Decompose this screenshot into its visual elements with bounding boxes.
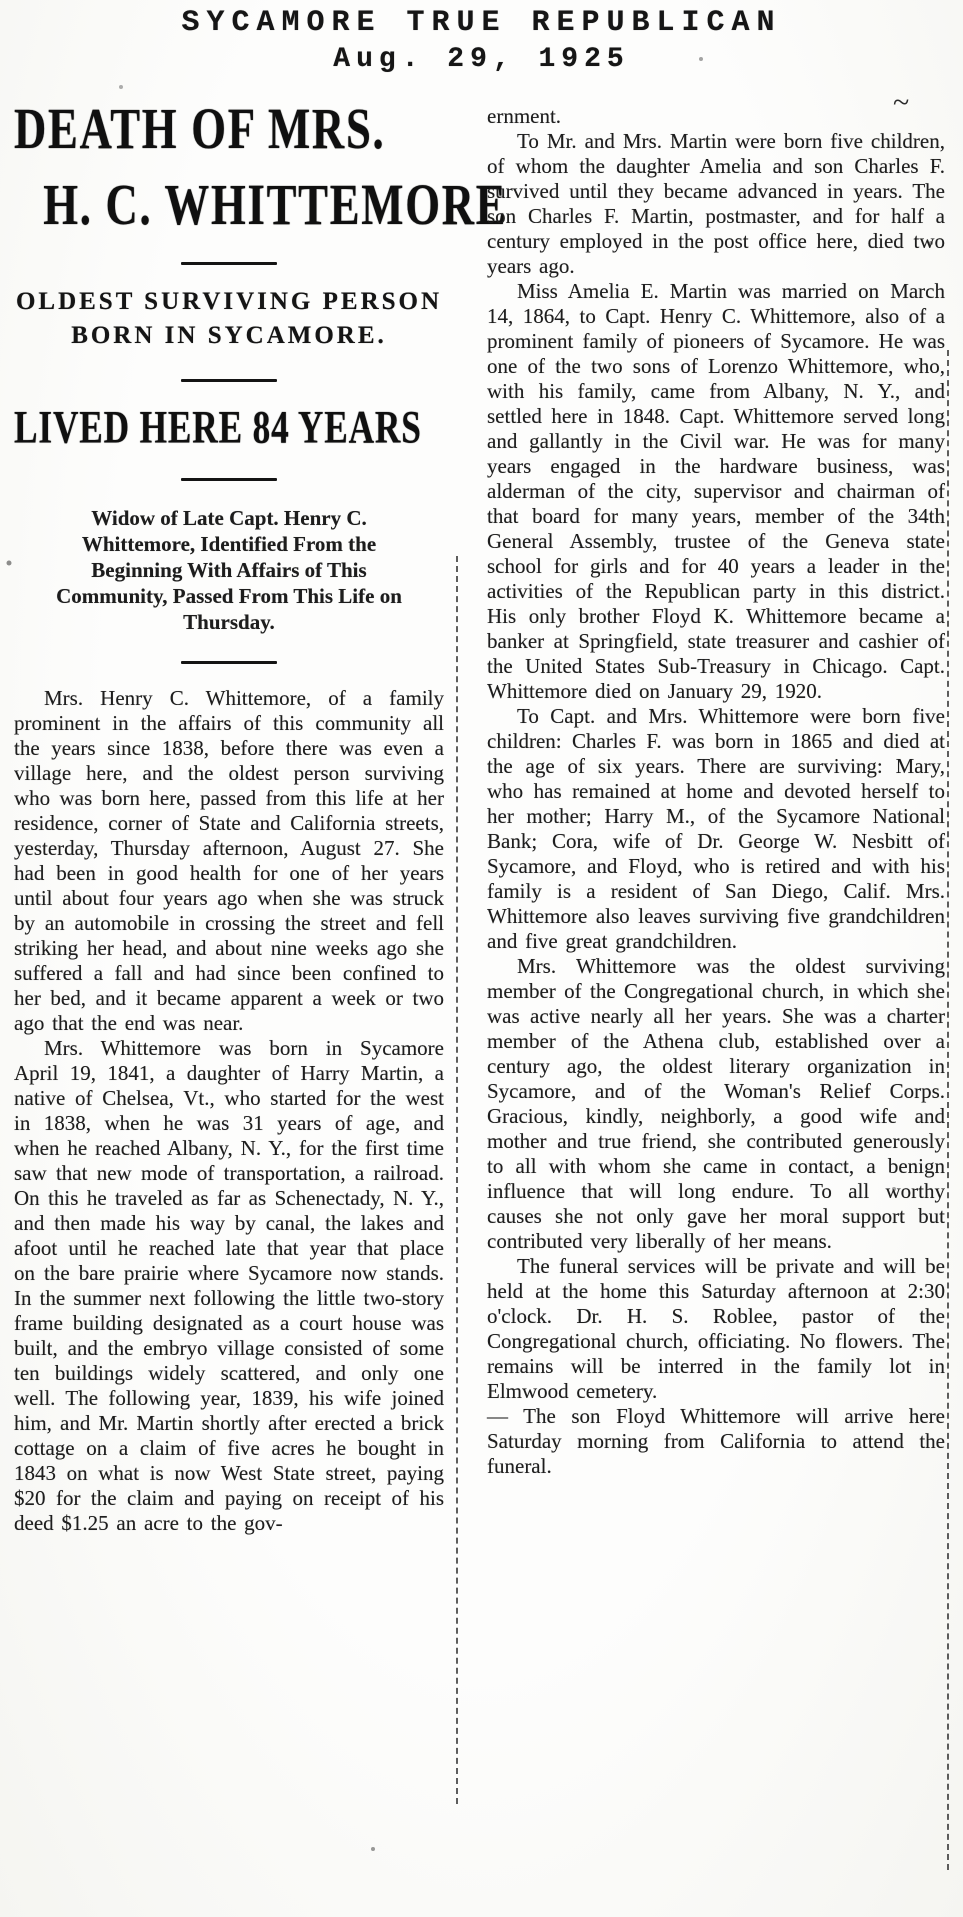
- body-paragraph-8: — The son Floyd Whittemore will arrive here Saturday morning from California to attend the funeral.: [487, 1404, 945, 1478]
- right-edge-rule: [947, 350, 949, 1870]
- right-column: [487, 104, 945, 1479]
- body-paragraph-5: To Capt. and Mrs. Whittemore were born five children: Charles F. was born in 1865 and died at the age of six years. There are surviving: Mary, who has remained at home and devoted herself to her mother; Harry M., of the Sycamore National Bank; Cora, wife of Dr. George W. Nesbitt of Sycamore, and Floyd, who is retired and with his family is a resident of San Diego, Calif. Mrs. Whittemore also leaves surviving five grandchildren and five great grandchildren.: [487, 704, 945, 953]
- subhead-line1: OLDEST SURVIVING PERSON: [15, 288, 443, 315]
- headline-line2: H. C. WHITTEMORE: [43, 173, 508, 238]
- divider-rule-3: [181, 478, 277, 481]
- crosshead: LIVED HERE 84 YEARS: [14, 402, 422, 454]
- deck-paragraph: Widow of Late Capt. Henry C. Whittemore, Identified From the Beginning With Affairs of This Community, Passed From This Life on Thursday.: [56, 506, 402, 634]
- left-column: [14, 97, 508, 1536]
- print-artifact-tilde: ~: [893, 86, 910, 119]
- newspaper-title: SYCAMORE TRUE REPUBLICAN: [181, 6, 782, 40]
- column-divider-rule: [456, 556, 458, 1804]
- divider-rule-4: [181, 661, 277, 664]
- subhead-line2: BORN IN SYCAMORE.: [71, 322, 387, 349]
- body-paragraph-2-continued: ernment.: [487, 104, 562, 128]
- headline-line1: DEATH OF MRS.: [14, 97, 386, 162]
- subheadline: [14, 285, 444, 353]
- main-headline: [14, 97, 508, 238]
- divider-rule-2: [181, 379, 277, 382]
- body-paragraph-6: Mrs. Whittemore was the oldest surviving member of the Congregational church, in which she was active nearly all her years. She was a charter member of the Athena club, established over a century ago, the oldest literary organization in Sycamore, and of the Woman's Relief Corps. Gracious, kindly, neighborly, a good wife and mother and true friend, she contributed generously to all with whom she came in contact, a benign influence that will long endure. To all worthy causes she not only gave her moral support but contributed very liberally of her means.: [487, 954, 945, 1253]
- left-column-body: [14, 686, 444, 1536]
- divider-rule-1: [181, 262, 277, 265]
- paper-specks: [0, 0, 2, 2]
- body-paragraph-7: The funeral services will be private and will be held at the home this Saturday afternoon at 2:30 o'clock. Dr. H. S. Roblee, pastor of the Congregational church, officiating. No flowers. The remains will be interred in the family lot in Elmwood cemetery.: [487, 1254, 945, 1403]
- body-paragraph-4: Miss Amelia E. Martin was married on March 14, 1864, to Capt. Henry C. Whittemore, also of a prominent family of pioneers of Sycamore. He was one of the two sons of Lorenzo Whittemore, who, with his family, came from Albany, N. Y., and settled here in 1848. Capt. Whittemore served long and gallantly in the Civil war. He was for many years engaged in the hardware business, was alderman of the city, supervisor and chairman of that board for many years, member of the 34th General Assembly, trustee of the Geneva state school for girls and for 40 years a leader in the activities of the Republican party in this district. His only brother Floyd K. Whittemore became a banker at Springfield, state treasurer and cashier of the United States Sub-Treasury in Chicago. Capt. Whittemore died on January 29, 1920.: [487, 279, 945, 703]
- issue-date: Aug. 29, 1925: [333, 44, 630, 75]
- body-paragraph-1: Mrs. Henry C. Whittemore, of a family prominent in the affairs of this community all the years since 1838, before there was even a village here, and the oldest person surviving who was born here, passed from this life at her residence, corner of State and California streets, yesterday, Thursday afternoon, August 27. She had been in good health for one of her years until about four years ago when she was struck by an automobile in crossing the street and fell striking her head, and about nine weeks ago she suffered a fall and had since been confined to her bed, and it became apparent a week or two ago that the end was near.: [14, 686, 444, 1035]
- right-column-body: [487, 104, 945, 1479]
- masthead: [0, 6, 963, 75]
- body-paragraph-3: To Mr. and Mrs. Martin were born five children, of whom the daughter Amelia and son Charles F. survived until they became advanced in years. The son Charles F. Martin, postmaster, and for half a century employed in the post office here, died two years ago.: [487, 129, 945, 278]
- body-paragraph-2: Mrs. Whittemore was born in Sycamore April 19, 1841, a daughter of Harry Martin, a native of Chelsea, Vt., who started for the west in 1838, when he was 31 years of age, and when he reached Albany, N. Y., for the first time saw that new mode of transportation, a railroad. On this he traveled as far as Schenectady, N. Y., and then made his way by canal, the lakes and afoot until he reached late that year that place on the bare prairie where Sycamore now stands. In the summer next following the little two-story frame building designated as a court house was built, and the embryo village consisted of some ten buildings widely scattered, and only one well. The following year, 1839, his wife joined him, and Mr. Martin shortly after erected a brick cottage on a claim of five acres he bought in 1843 on what is now West State street, paying $20 for the claim and paying on receipt of his deed $1.25 an acre to the gov-: [14, 1036, 444, 1535]
